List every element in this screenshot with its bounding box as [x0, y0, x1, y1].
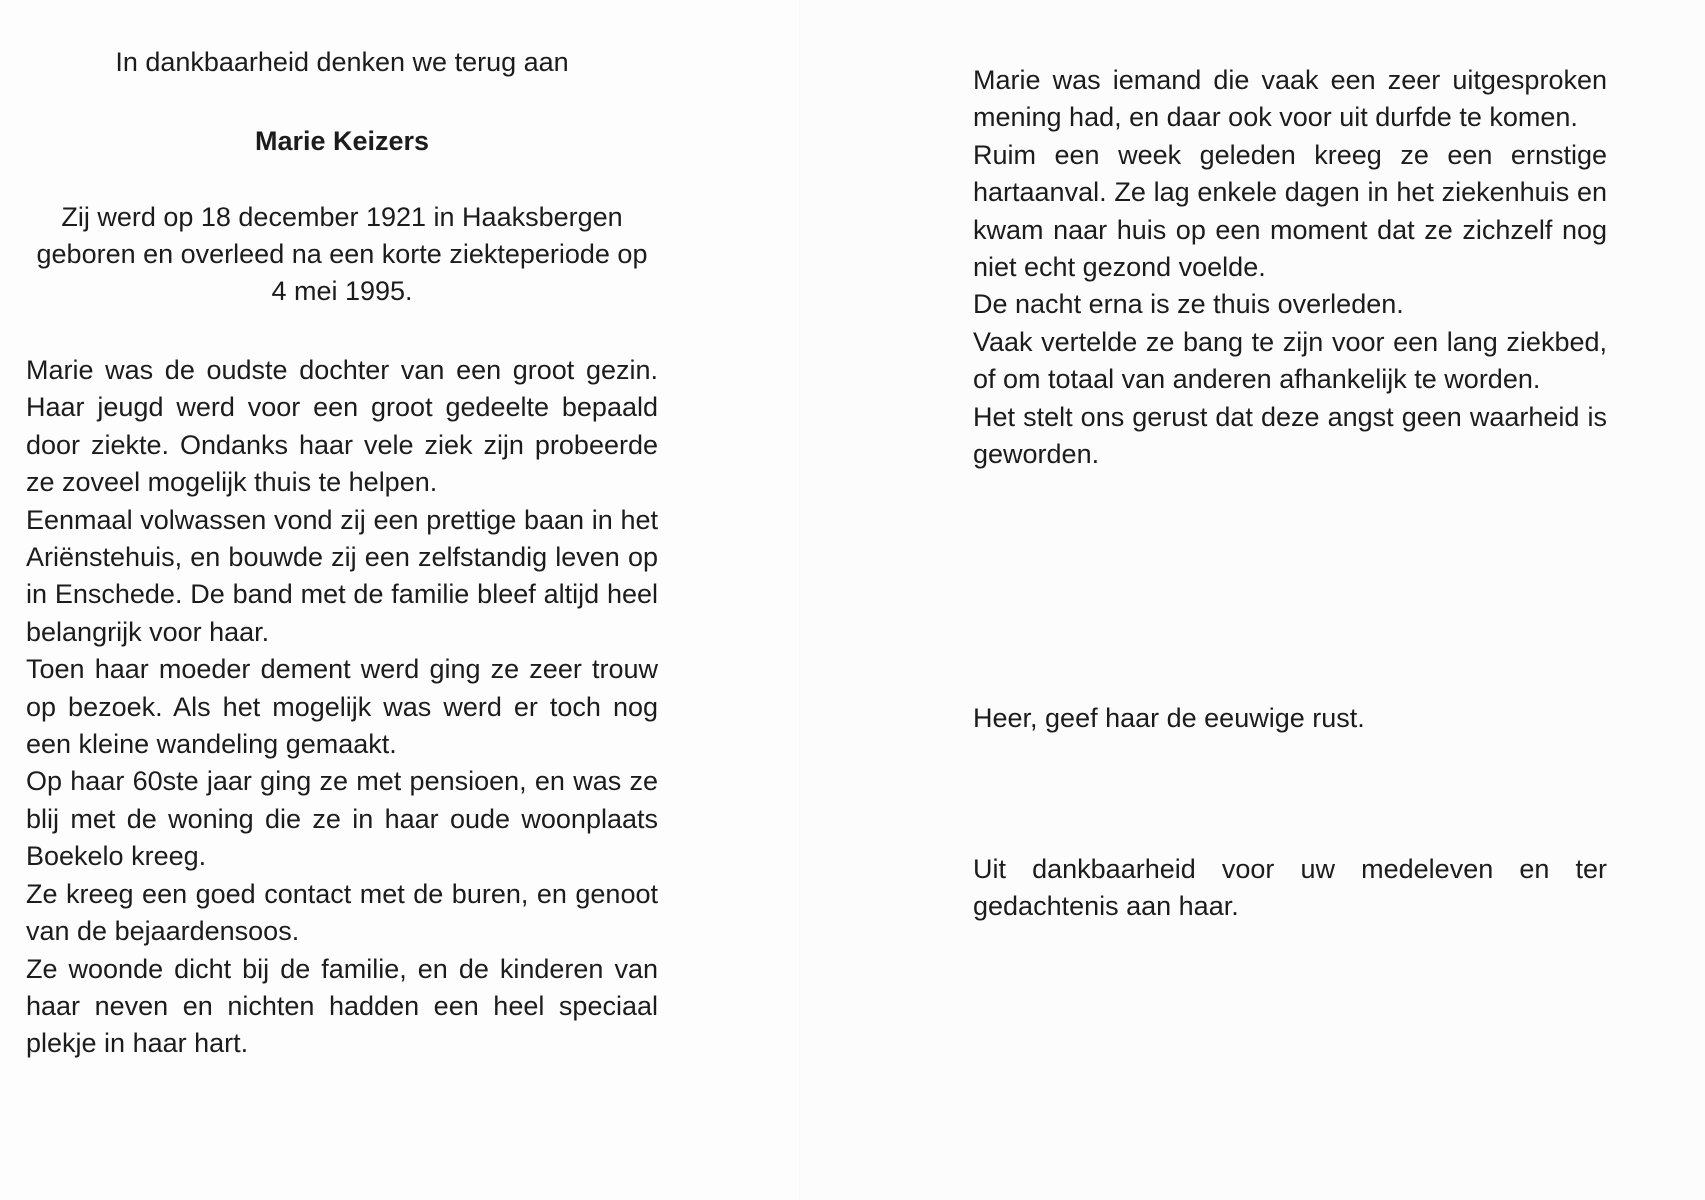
paragraph: Vaak vertelde ze bang te zijn voor een lang ziekbed, of om totaal van anderen afhankelijk te worden. — [973, 326, 1607, 395]
paragraph: Marie was iemand die vaak een zeer uitgesproken mening had, en daar ook voor uit durfde te komen. — [973, 65, 1607, 133]
intro-line: In dankbaarheid denken we terug aan — [115, 47, 569, 77]
paragraph: Het stelt ons gerust dat deze angst geen waarheid is geworden. — [973, 401, 1607, 470]
paragraph: Ze woonde dicht bij de familie, en de kinderen van haar neven en nichten hadden een heel speciaal plekje in haar hart. — [26, 953, 658, 1059]
deceased-name: Marie Keizers — [254, 126, 430, 156]
birth-death-text: Zij werd op 18 december 1921 in Haaksbergen geboren en overleed na een korte ziekteperiode op 4 mei 1995. — [36, 202, 648, 306]
paragraph: Op haar 60ste jaar ging ze met pensioen, en was ze blij met de woning die ze in haar oude woonplaats Boekelo kreeg. — [26, 766, 658, 872]
paragraph: Marie was de oudste dochter van een groot gezin. Haar jeugd werd voor een groot gedeelte bepaald door ziekte. Ondanks haar vele ziek zijn probeerde ze zoveel mogelijk thuis te helpen. — [26, 355, 658, 498]
paragraph: Ze kreeg een goed contact met de buren, en genoot van de bejaardensoos. — [26, 878, 658, 947]
prayer-line: Heer, geef haar de eeuwige rust. — [973, 703, 1365, 733]
left-page — [0, 0, 800, 1200]
paragraph: Eenmaal volwassen vond zij een prettige baan in het Ariënstehuis, en bouwde zij een zelfstandig leven op in Enschede. De band met de familie bleef altijd heel belangrijk voor haar. — [26, 504, 658, 647]
paragraph: De nacht erna is ze thuis overleden. — [973, 289, 1404, 320]
paragraph: Ruim een week geleden kreeg ze een ernstige hartaanval. Ze lag enkele dagen in het ziekenhuis en kwam naar huis op een moment dat ze zichzelf nog niet echt gezond voelde. — [973, 139, 1607, 283]
thanks-line: Uit dankbaarheid voor uw medeleven en ter gedachtenis aan haar. — [973, 854, 1607, 922]
right-biography — [973, 62, 1607, 473]
left-biography — [26, 352, 658, 1063]
paragraph: Toen haar moeder dement werd ging ze zeer trouw op bezoek. Als het mogelijk was werd er toch nog een kleine wandeling gemaakt. — [26, 654, 658, 760]
